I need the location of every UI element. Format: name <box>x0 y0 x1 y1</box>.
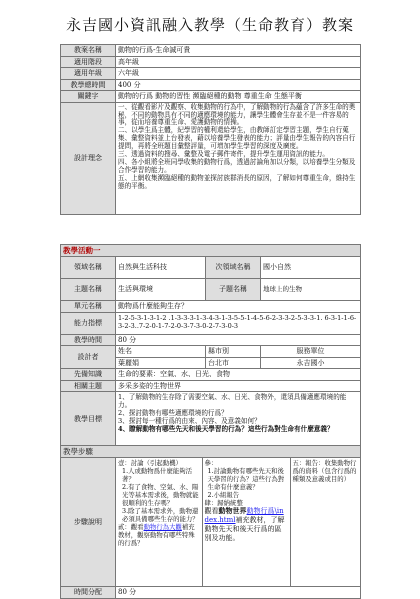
time-value: 80 分 <box>116 334 361 346</box>
objective-item: 3、探討每一種行爲的由來、內容、及意義如何？ <box>118 417 261 426</box>
time-alloc-label: 時間分配 <box>61 587 116 599</box>
page-title: 永吉國小資訊融入教學（生命教育）教案 <box>65 16 354 34</box>
designer-header-city: 縣市別 <box>206 346 261 358</box>
steps-inner-table <box>116 458 361 586</box>
subfield-value: 國小自然 <box>261 257 361 279</box>
design-item: 四、各小組將全班同學收集的動物行爲，透過討論角加以分類，以培養學生分類及合作學習的能力。 <box>118 158 356 174</box>
step-item: 2.有了食物、空氣、水、陽光等基本需求後，動物就能很順利的生存嗎？ <box>122 483 199 508</box>
total-time-label: 教學總時間 <box>61 79 116 91</box>
grade-label: 適用年級 <box>61 68 116 80</box>
step-watch-link-tail: 補 <box>235 516 243 525</box>
subtheme-label: 子題名稱 <box>206 279 261 301</box>
grade-value: 六年級 <box>116 68 361 80</box>
objective-item: 1、了解動物的生存除了需要空氣、水、日光、食物外，還須具備適應環境的能力。 <box>118 393 347 410</box>
grade-level-label: 適用階段 <box>61 56 116 68</box>
objective-item: 4、瞭解動物有哪些先天和後天學習的行為？這些行為對生命有什麼意義？ <box>118 425 334 434</box>
unit-value: 動物爲什麼能夠生存？ <box>116 301 361 313</box>
animal-behavior-index-link[interactable]: 動物行爲\index.html <box>204 507 284 525</box>
activity-table <box>60 244 361 599</box>
steps-section-title: 教學步驟 <box>61 446 361 458</box>
design-item: 二、以學生爲主體，紀學習的權利還給學生，由教師訂定學習主題，學生自行蒐集、彙整資料並上台發表，藉以培養學生發表的能力；評量由學生報告的內容自行提問，再將全班題目彙整評量，可增加學生學習的深度及廣度。 <box>118 126 356 151</box>
steps-col-1 <box>116 458 202 586</box>
field-value: 自然與生活科技 <box>116 257 206 279</box>
objectives-label: 教學目標 <box>61 392 116 446</box>
prior-knowledge-label: 先備知識 <box>61 369 116 381</box>
ability-label: 能力指標 <box>61 312 116 334</box>
step-item: 2.小組報告 <box>207 491 240 500</box>
step-report: 五：報告：收集動物行爲的資料（包含行爲的種類及意義或目的） <box>292 459 357 484</box>
design-item: 五、上網收集瀕臨絕種的動物並探討族群消長的原因，了解如何尊重生命，維持生態的平衡。 <box>118 173 356 190</box>
ability-value: 1-2-5-3-1-3-1-2 .1-3-3-3-1-3-4-3-1-3-5-5-1-4-5-6-2-3-3-2-5-3-3-1. 6-3-1-1-6-3-2-3..7-2-0-1-7-2-0-3-7-3-0-2-7-3-0-3 <box>116 312 361 334</box>
step-item: 3.除了基本需求外，動物還必須具備哪些生存的能力？ <box>122 507 199 524</box>
steps-label: 步驟說明 <box>61 458 116 587</box>
lesson-info-table <box>60 44 361 215</box>
objectives-content <box>116 392 361 446</box>
animal-world-text: 動物世界 <box>218 506 247 516</box>
related-topic-label: 相關主題 <box>61 380 116 392</box>
design-item: 三、透過資料的搜尋、彙整及電子郵件寄件，提升學生運用資訊的能力。 <box>118 150 329 159</box>
activity-section-title: 教學活動一 <box>61 245 361 257</box>
grade-level-value: 高年級 <box>116 56 361 68</box>
step-item: 1.人或動物爲什麼能夠活著？ <box>122 467 193 484</box>
subfield-label: 次領域名稱 <box>206 257 261 279</box>
step-intro: 參： <box>204 459 218 468</box>
design-content <box>116 102 361 214</box>
subtheme-value: 地球上的生物 <box>261 279 361 301</box>
designer-name: 葉麗娟 <box>116 357 206 369</box>
prior-knowledge-value: 生命的要素：空氣、水、日光、食物 <box>116 369 361 381</box>
animal-behavior-link[interactable]: 動物行為大觀 <box>143 523 182 532</box>
step-watch <box>118 523 200 547</box>
design-item: 一、從觀看影片及觀察、收集動物的行為中，了解動物的行為蘊含了許多生命的奧秘，不同的動物具有不同的適應環境的能力，讓學生體會生存並不是一件容易的事，從而培養尊重生命、愛護動物的情操。 <box>118 102 356 127</box>
steps-col-2 <box>202 458 290 586</box>
related-topic-value: 多采多姿的生物世界 <box>116 380 361 392</box>
steps-col-3 <box>290 458 361 586</box>
designer-header-name: 姓名 <box>116 346 206 358</box>
unit-name-value: 動物的行爲-生命誠可貴 <box>116 45 361 57</box>
field-label: 領域名稱 <box>61 257 116 279</box>
time-alloc-value: 80 分 <box>116 587 361 599</box>
unit-label: 單元名稱 <box>61 301 116 313</box>
steps-content <box>116 458 361 587</box>
designer-city: 台北市 <box>206 357 261 369</box>
designer-header-unit: 服務單位 <box>261 346 361 358</box>
step-watch-suffix: 充教材，了解動物先天和後天行爲的區別及功能。 <box>204 516 285 542</box>
step-summary: 肆：歸納統整 <box>204 499 243 508</box>
step-item: 1.討論動物有哪些先天和後天學習的行為？這些行為對生命有什麼意義？ <box>207 467 285 492</box>
step-watch <box>205 507 288 542</box>
designer-unit: 永吉國小 <box>261 357 361 369</box>
step-watch-prefix: 觀看 <box>204 507 219 516</box>
theme-value: 生活與環境 <box>116 279 206 301</box>
keywords-value: 動物的行爲 動物的習性 瀕臨絕種的動物 尊重生命 生態平衡 <box>116 91 361 103</box>
objective-item: 2、探討動物有哪些適應環境的行爲？ <box>118 409 228 418</box>
time-label: 教學時間 <box>61 334 116 346</box>
total-time-value: 400 分 <box>116 79 361 91</box>
step-watch-prefix: 貳：觀看 <box>118 523 144 532</box>
theme-label: 主題名稱 <box>61 279 116 301</box>
designer-label: 設計者 <box>61 346 116 369</box>
keywords-label: 關鍵字 <box>61 91 116 103</box>
unit-name-label: 教案名稱 <box>61 45 116 57</box>
design-label: 設計理念 <box>61 102 116 214</box>
step-intro: 壹：討論（引起動機） <box>118 459 182 468</box>
step-watch-suffix: 補充教材，觀察動物有哪些特殊的行爲？ <box>118 523 195 548</box>
